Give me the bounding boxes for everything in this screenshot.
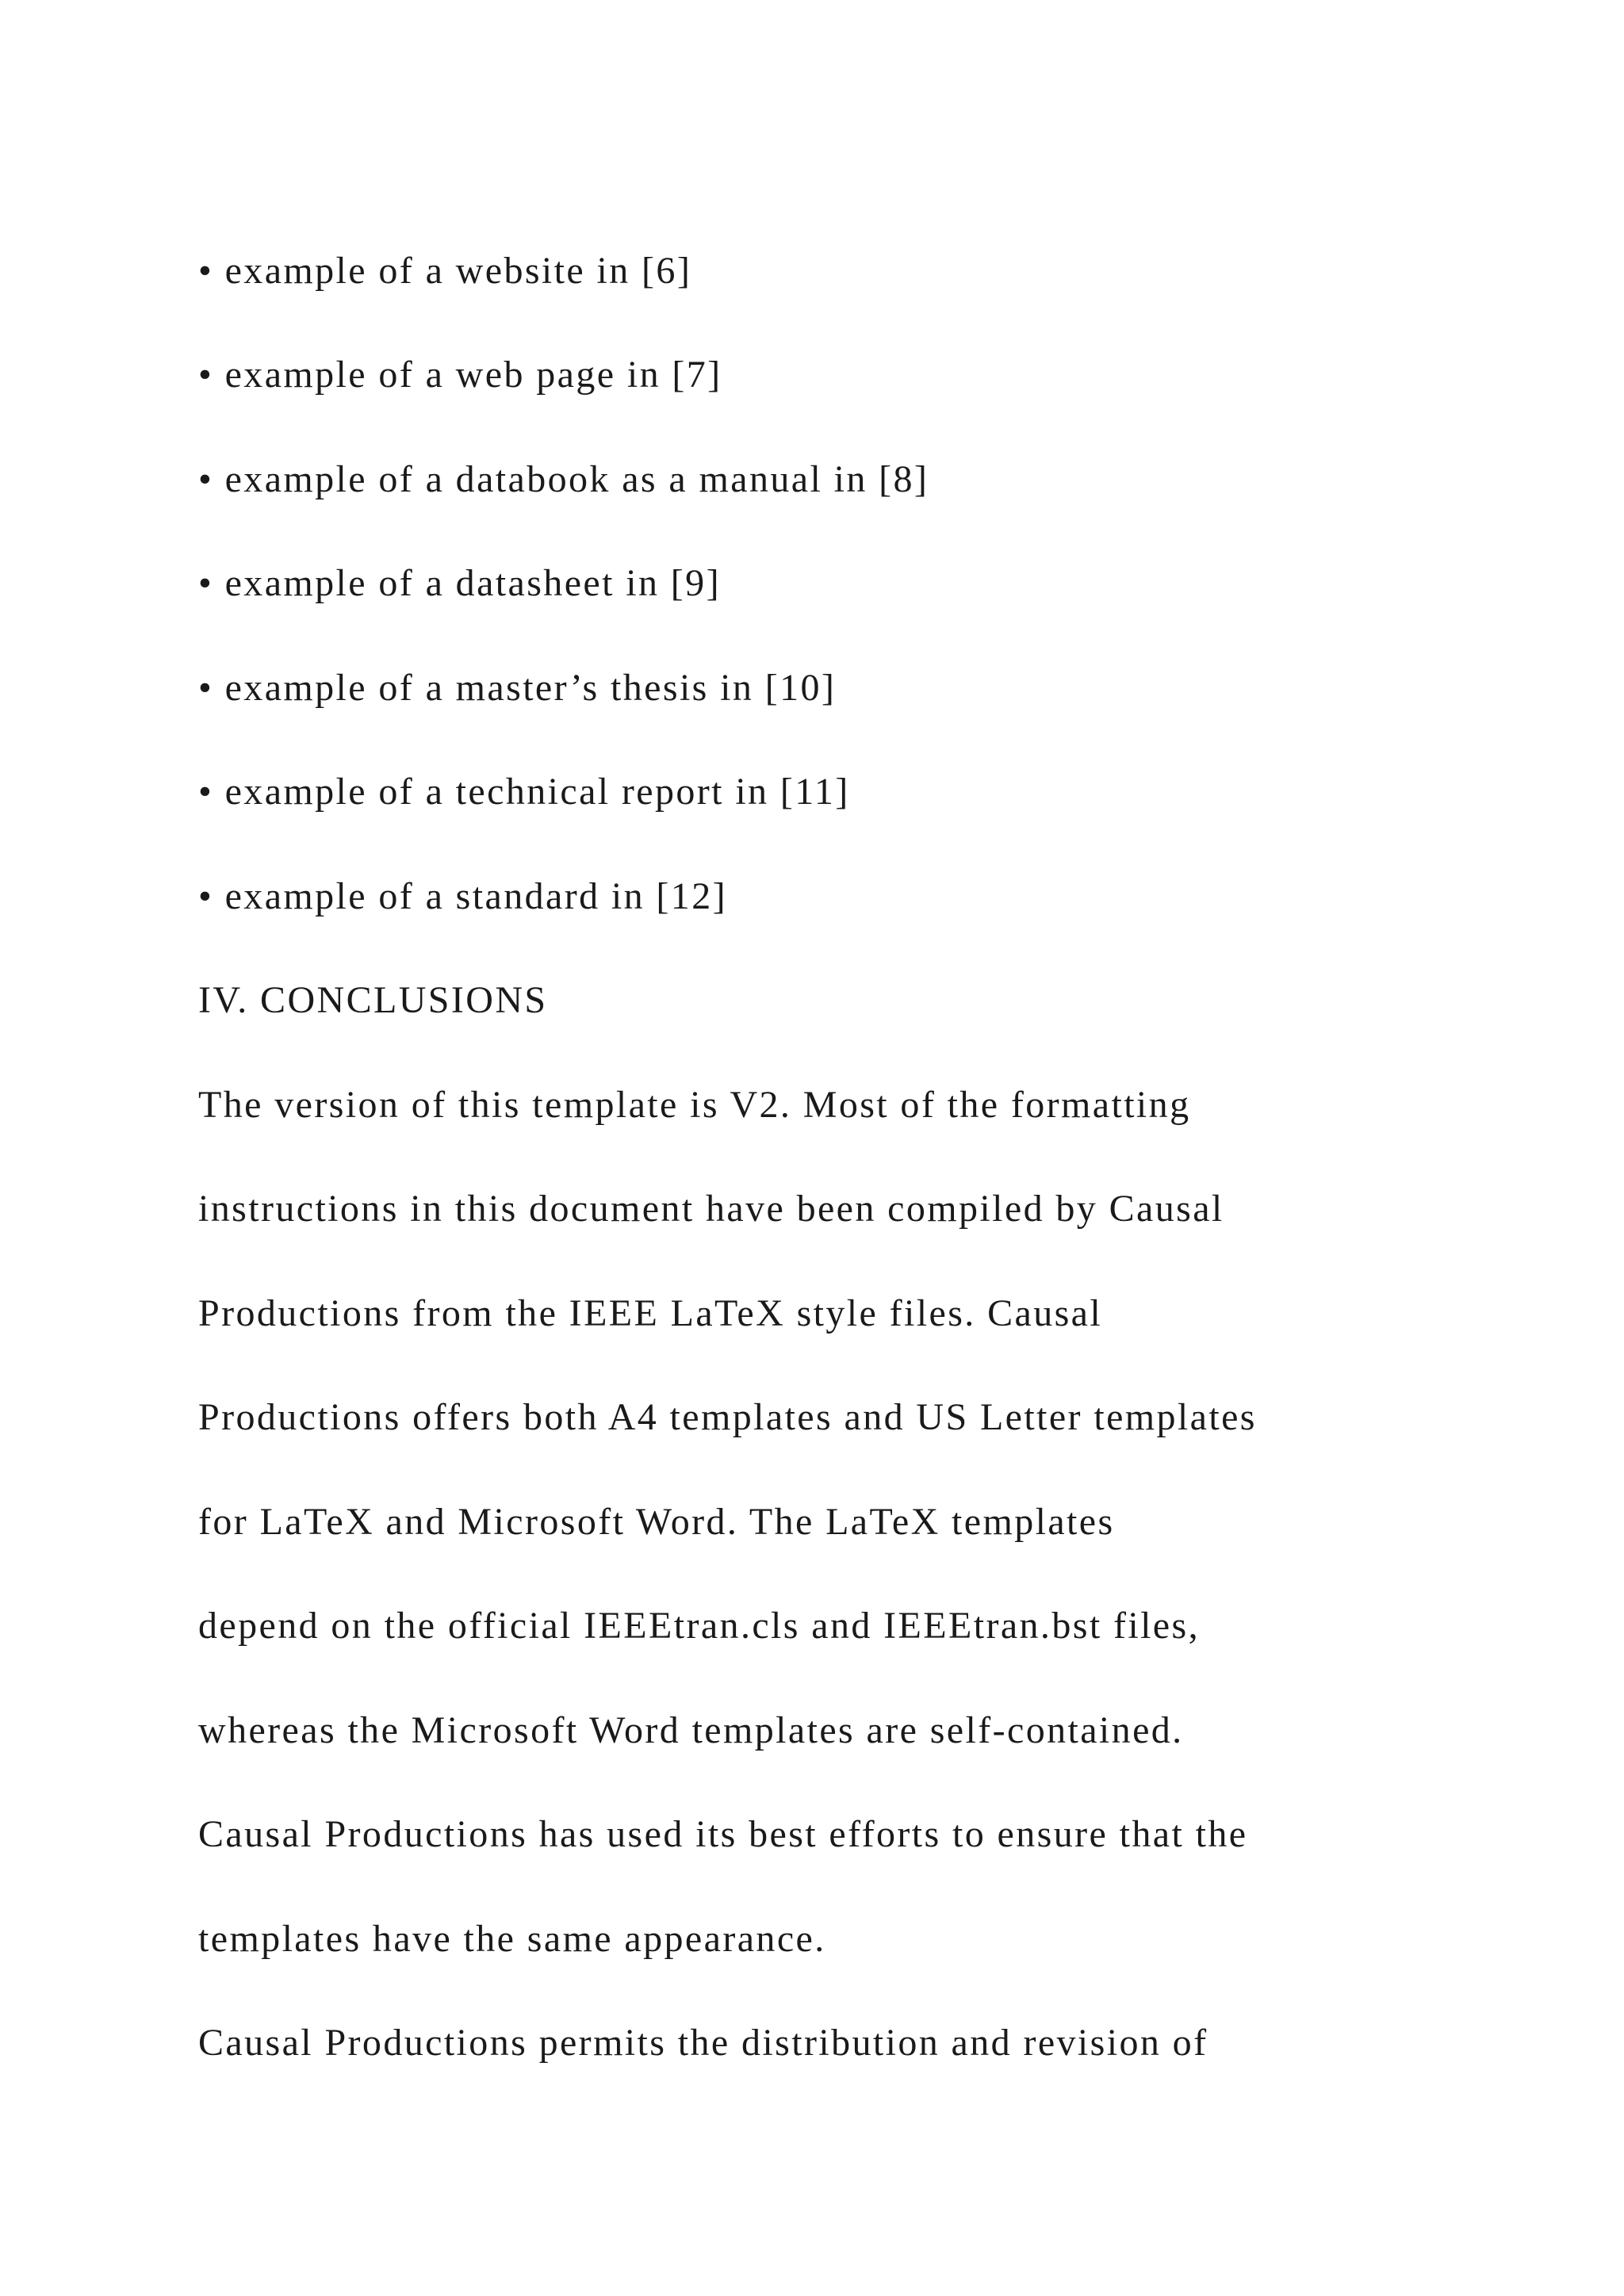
- paragraph-line: Causal Productions permits the distribution and revision of: [198, 2022, 1208, 2064]
- bullet-item: • example of a website in [6]: [198, 250, 692, 292]
- bullet-item: • example of a technical report in [11]: [198, 771, 850, 813]
- bullet-item: • example of a master’s thesis in [10]: [198, 667, 837, 709]
- bullet-item: • example of a standard in [12]: [198, 875, 727, 917]
- section-heading: IV. CONCLUSIONS: [198, 979, 548, 1021]
- paragraph-line: depend on the official IEEEtran.cls and IEEEtran.bst files,: [198, 1605, 1200, 1647]
- paragraph-line: Causal Productions has used its best efforts to ensure that the: [198, 1813, 1248, 1855]
- paragraph-line: for LaTeX and Microsoft Word. The LaTeX templates: [198, 1501, 1115, 1543]
- bullet-item: • example of a datasheet in [9]: [198, 562, 721, 604]
- paragraph-line: Productions from the IEEE LaTeX style files. Causal: [198, 1292, 1103, 1334]
- paragraph-line: Productions offers both A4 templates and US Letter templates: [198, 1396, 1257, 1438]
- bullet-item: • example of a web page in [7]: [198, 354, 722, 396]
- paragraph-line: instructions in this document have been compiled by Causal: [198, 1188, 1224, 1230]
- bullet-item: • example of a databook as a manual in [8]: [198, 458, 929, 500]
- paragraph-line: The version of this template is V2. Most of the formatting: [198, 1084, 1191, 1126]
- paragraph-line: whereas the Microsoft Word templates are self-contained.: [198, 1709, 1184, 1751]
- paragraph-line: templates have the same appearance.: [198, 1918, 826, 1960]
